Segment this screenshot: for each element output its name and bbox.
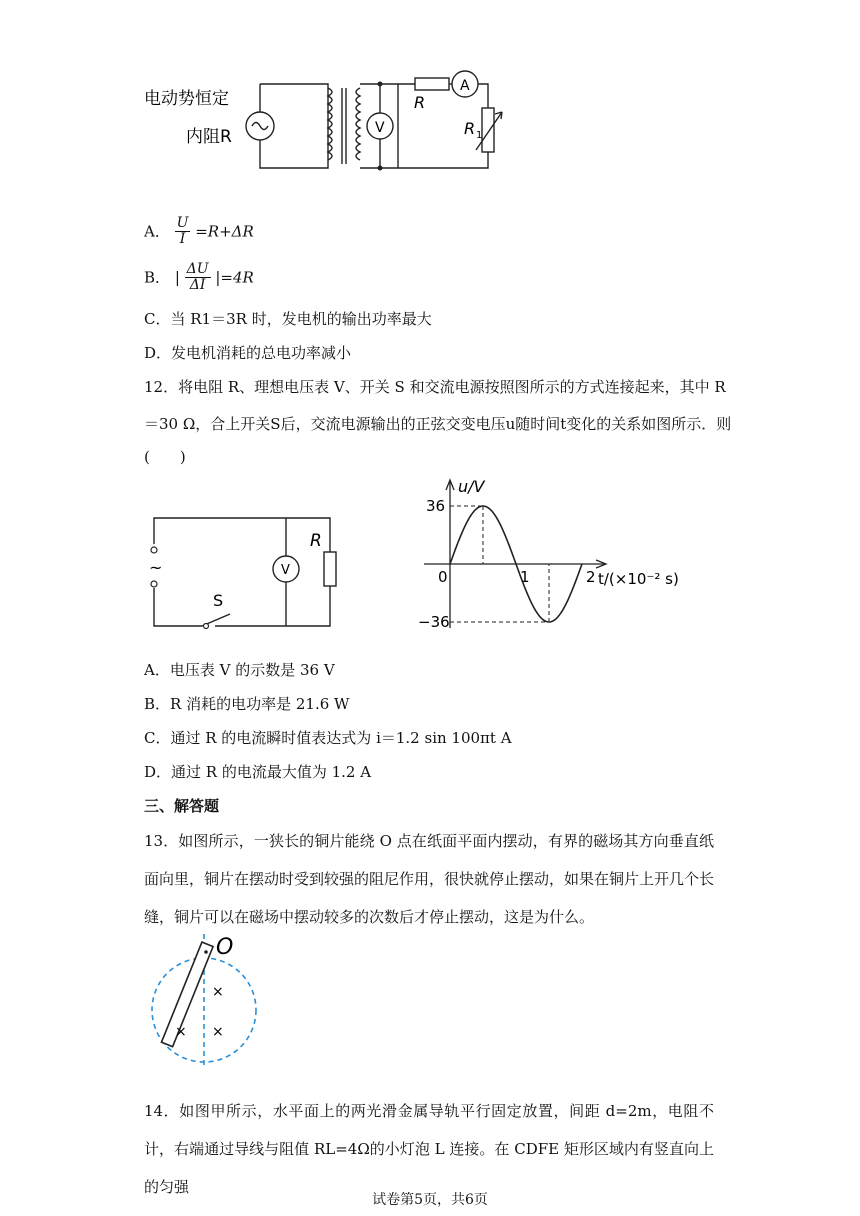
magnetic-field-mark: × (175, 1024, 187, 1040)
y-tick-label: −36 (418, 613, 450, 631)
q11-option-d: D．发电机消耗的总电功率减小 (144, 344, 352, 362)
q12-stem-line1: 12．将电阻 R、理想电压表 V、开关 S 和交流电源按照图所示的方式连接起来，其中 R (144, 378, 726, 396)
q12-option-a: A．电压表 V 的示数是 36 V (144, 661, 335, 679)
rheostat-subscript: 1 (476, 130, 483, 141)
resistor-label: R (310, 531, 322, 551)
y-axis-label: u/V (458, 477, 485, 496)
q14-text: 14．如图甲所示，水平面上的两光滑金属导轨平行固定放置，间距 d=2m，电阻不计，右端通过导线与阻值 RL=4Ω的小灯泡 L 连接。在 CDFE 矩形区域内有竖直向上的匀强 (144, 1102, 714, 1196)
q12-option-b: B．R 消耗的电功率是 21.6 W (144, 695, 350, 713)
voltmeter-label: V (281, 563, 290, 578)
x-tick-label: 1 (520, 568, 530, 586)
x-axis-label: t/(×10⁻² s) (598, 570, 679, 588)
fraction-u-over-i: $\frac{U}{I}$ (176, 215, 189, 247)
q13-text: 13．如图所示，一狭长的铜片能绕 O 点在纸面平面内摆动，有界的磁场其方向垂直纸面向里，铜片在摆动时受到较强的阻尼作用，很快就停止摆动，如果在铜片上开几个长缝，铜片可以在磁场中摆动较多的次数后才停止摆动，这是为什么。 (144, 832, 715, 926)
section-title: 三、解答题 (144, 797, 220, 815)
page-footer: 试卷第5页，共6页 (372, 1192, 488, 1208)
q12-stem-line3: ( ) (144, 448, 186, 466)
internal-resistance-label: 内阻R (186, 127, 232, 147)
voltmeter-label: V (375, 120, 385, 136)
q11-circuit-figure (140, 66, 520, 178)
emf-label: 电动势恒定 (144, 89, 229, 109)
q11-option-b: B． | $\frac{\Delta U}{\Delta I}$ |=4R (144, 261, 254, 293)
rheostat-r1-label: R (464, 119, 476, 138)
y-tick-label: 36 (426, 497, 446, 515)
ac-source-symbol: ~ (149, 558, 163, 577)
voltage-time-chart (410, 476, 710, 636)
magnetic-field-mark: × (212, 984, 224, 1000)
fraction-du-over-di: $\frac{\Delta U}{\Delta I}$ (186, 261, 209, 293)
q12-stem-line2: ＝30 Ω，合上开关S后，交流电源输出的正弦交变电压u随时间t变化的关系如图所示．则 (144, 415, 732, 433)
q12-circuit-figure (140, 506, 350, 632)
ammeter-label: A (460, 78, 470, 94)
q12-option-d: D．通过 R 的电流最大值为 1.2 A (144, 763, 372, 781)
x-tick-label: 2 (586, 568, 596, 586)
q12-option-c: C．通过 R 的电流瞬时值表达式为 i＝1.2 sin 100πt A (144, 729, 512, 747)
q11-option-a: A． $\frac{U}{I}$ =R+ΔR (144, 215, 254, 247)
q11-option-c: C．当 R1＝3R 时，发电机的输出功率最大 (144, 310, 432, 328)
x-tick-label: 0 (438, 568, 448, 586)
q13-pendulum-figure (140, 930, 260, 1070)
pivot-o-label: O (216, 935, 234, 960)
switch-label: S (213, 591, 224, 610)
resistor-r-label: R (414, 93, 426, 112)
magnetic-field-mark: × (212, 1024, 224, 1040)
